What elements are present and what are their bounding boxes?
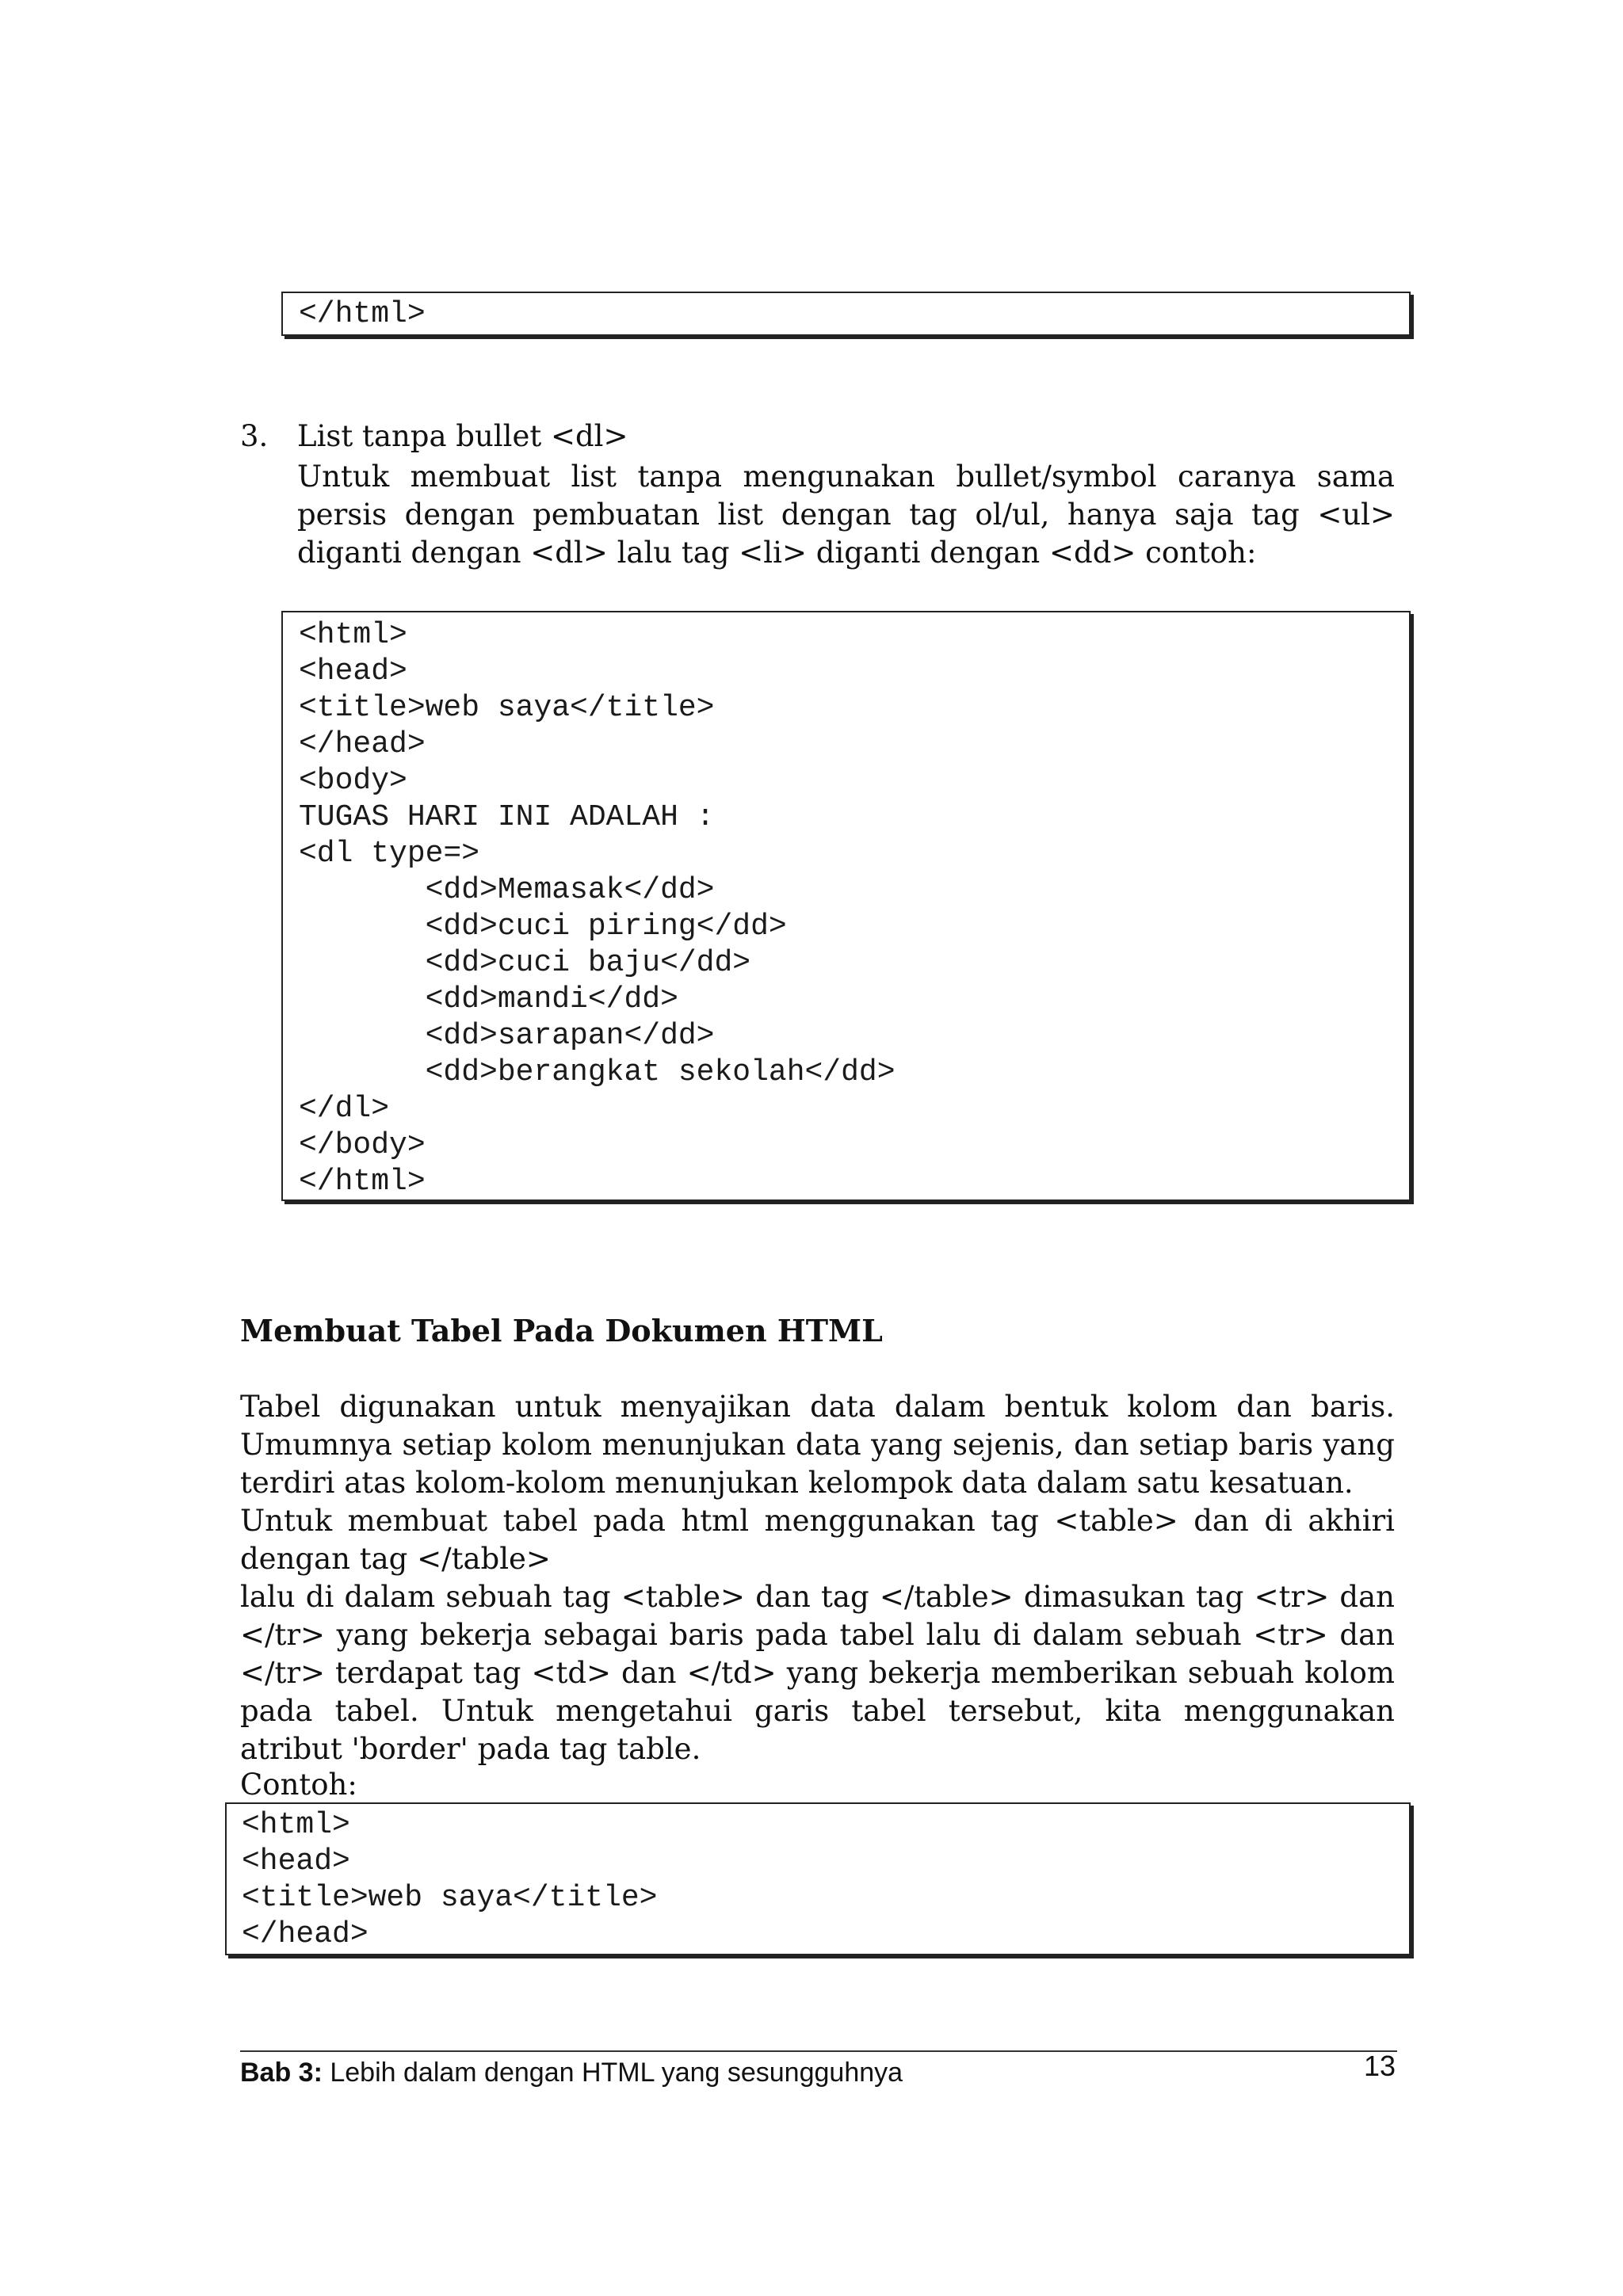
code-line: <body>	[299, 764, 407, 798]
code-line: <title>web saya</title>	[242, 1881, 658, 1915]
paragraph: lalu di dalam sebuah tag <table> dan tag </table> dimasukan tag <tr> dan </tr> yang bekerja sebagai baris pada tabel lalu di dalam sebuah <tr> dan </tr> terdapat tag <td> dan </td> yang bekerja memberikan sebuah kolom pada tabel. Untuk mengetahui garis tabel tersebut, kita menggunakan atribut 'border' pada tag table.	[240, 1580, 1395, 1766]
code-line: <html>	[242, 1808, 350, 1842]
page-number: 13	[1363, 2050, 1396, 2082]
code-line: TUGAS HARI INI ADALAH :	[299, 800, 715, 834]
paragraph: Untuk membuat tabel pada html menggunakan tag <table> dan di akhiri dengan tag </table>	[240, 1504, 1395, 1576]
code-line: <dd>cuci baju</dd>	[299, 946, 751, 980]
code-line: </html>	[299, 297, 426, 331]
code-line: </dl>	[299, 1092, 390, 1126]
code-line: <html>	[299, 618, 407, 652]
code-line: </html>	[299, 1165, 426, 1199]
footer-chapter	[240, 2055, 903, 2090]
list-item-title: List tanpa bullet <dl>	[297, 419, 628, 453]
example-label: Contoh:	[240, 1768, 357, 1802]
code-line: <dd>berangkat sekolah</dd>	[299, 1055, 896, 1089]
code-line: <head>	[299, 654, 407, 688]
footer-chapter-title: Lebih dalam dengan HTML yang sesungguhnya	[322, 2058, 903, 2088]
code-line: <dd>sarapan</dd>	[299, 1019, 715, 1053]
section-heading: Membuat Tabel Pada Dokumen HTML	[240, 1313, 883, 1348]
list-item-number: 3.	[240, 419, 269, 453]
code-line: <head>	[242, 1844, 350, 1878]
code-line: <dd>mandi</dd>	[299, 982, 678, 1016]
code-box-table-example	[225, 1802, 1411, 1955]
code-line: </head>	[299, 727, 426, 761]
footer-divider	[240, 2050, 1397, 2052]
footer-chapter-label: Bab 3:	[240, 2058, 323, 2088]
list-item-description: Untuk membuat list tanpa mengunakan bullet/symbol caranya sama persis dengan pembuatan list dengan tag ol/ul, hanya saja tag <ul> diganti dengan <dl> lalu tag <li> diganti dengan <dd> contoh:	[297, 460, 1395, 570]
code-line: <dl type=>	[299, 837, 480, 871]
code-box-dl-example	[281, 611, 1411, 1201]
code-box-top	[281, 292, 1411, 336]
code-line: <title>web saya</title>	[299, 691, 715, 725]
code-line: </body>	[299, 1128, 426, 1162]
code-line: </head>	[242, 1917, 369, 1951]
paragraph: Tabel digunakan untuk menyajikan data dalam bentuk kolom dan baris. Umumnya setiap kolom menunjukan data yang sejenis, dan setiap baris yang terdiri atas kolom-kolom menunjukan kelompok data dalam satu kesatuan.	[240, 1390, 1395, 1500]
code-line: <dd>cuci piring</dd>	[299, 910, 787, 944]
code-line: <dd>Memasak</dd>	[299, 873, 715, 907]
